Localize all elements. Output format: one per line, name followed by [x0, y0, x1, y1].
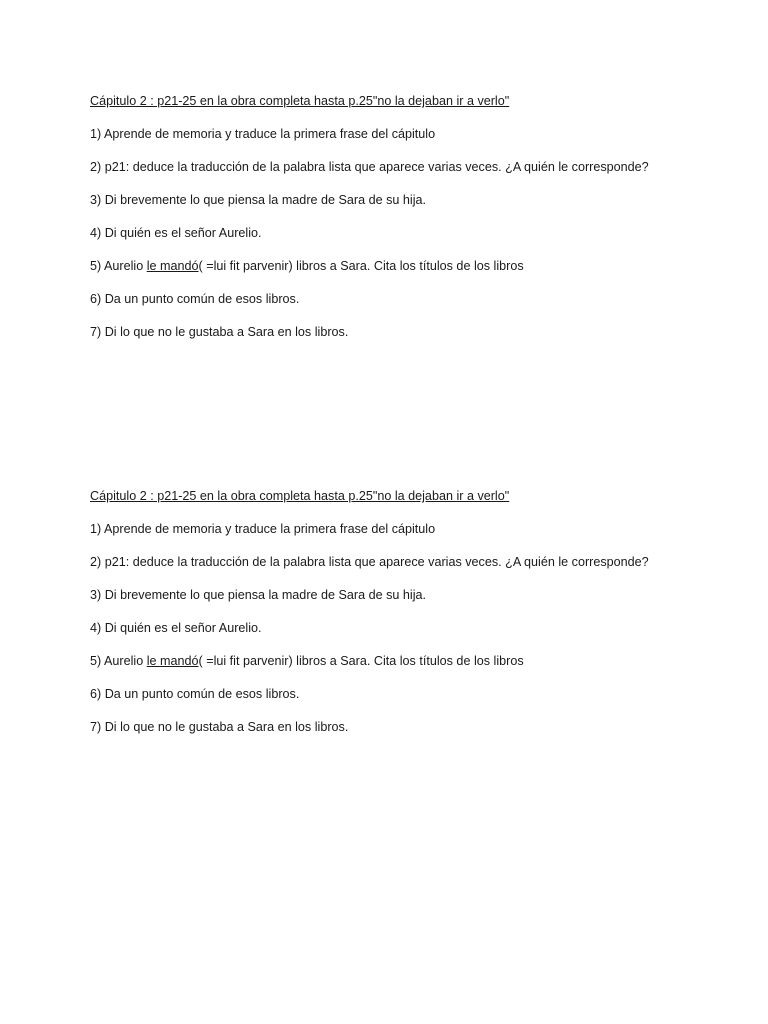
worksheet-section-1	[90, 93, 730, 357]
question-4: 4) Di quién es el señor Aurelio.	[90, 226, 262, 240]
worksheet-section-2	[90, 488, 730, 752]
question-5-prefix: 5) Aurelio	[90, 654, 147, 668]
question-2: 2) p21: deduce la traducción de la palabra lista que aparece varias veces. ¿A quién le corresponde?	[90, 160, 649, 174]
question-7: 7) Di lo que no le gustaba a Sara en los libros.	[90, 720, 349, 734]
question-5-prefix: 5) Aurelio	[90, 259, 147, 273]
question-5-suffix: ( =lui fit parvenir) libros a Sara. Cita los títulos de los libros	[198, 259, 524, 273]
question-6: 6) Da un punto común de esos libros.	[90, 687, 300, 701]
question-5	[90, 653, 730, 669]
question-1: 1) Aprende de memoria y traduce la primera frase del cápitulo	[90, 127, 436, 141]
section-title: Cápitulo 2 : p21-25 en la obra completa hasta p.25"no la dejaban ir a verlo"	[90, 489, 510, 503]
question-5-underlined: le mandó	[146, 259, 199, 273]
question-2: 2) p21: deduce la traducción de la palabra lista que aparece varias veces. ¿A quién le corresponde?	[90, 555, 649, 569]
question-3: 3) Di brevemente lo que piensa la madre de Sara de su hija.	[90, 588, 427, 602]
question-7: 7) Di lo que no le gustaba a Sara en los libros.	[90, 325, 349, 339]
section-title: Cápitulo 2 : p21-25 en la obra completa hasta p.25"no la dejaban ir a verlo"	[90, 94, 510, 108]
question-3: 3) Di brevemente lo que piensa la madre de Sara de su hija.	[90, 193, 427, 207]
question-6: 6) Da un punto común de esos libros.	[90, 292, 300, 306]
question-5-suffix: ( =lui fit parvenir) libros a Sara. Cita los títulos de los libros	[198, 654, 524, 668]
question-5	[90, 258, 730, 274]
question-5-underlined: le mandó	[146, 654, 199, 668]
question-4: 4) Di quién es el señor Aurelio.	[90, 621, 262, 635]
question-1: 1) Aprende de memoria y traduce la primera frase del cápitulo	[90, 522, 436, 536]
